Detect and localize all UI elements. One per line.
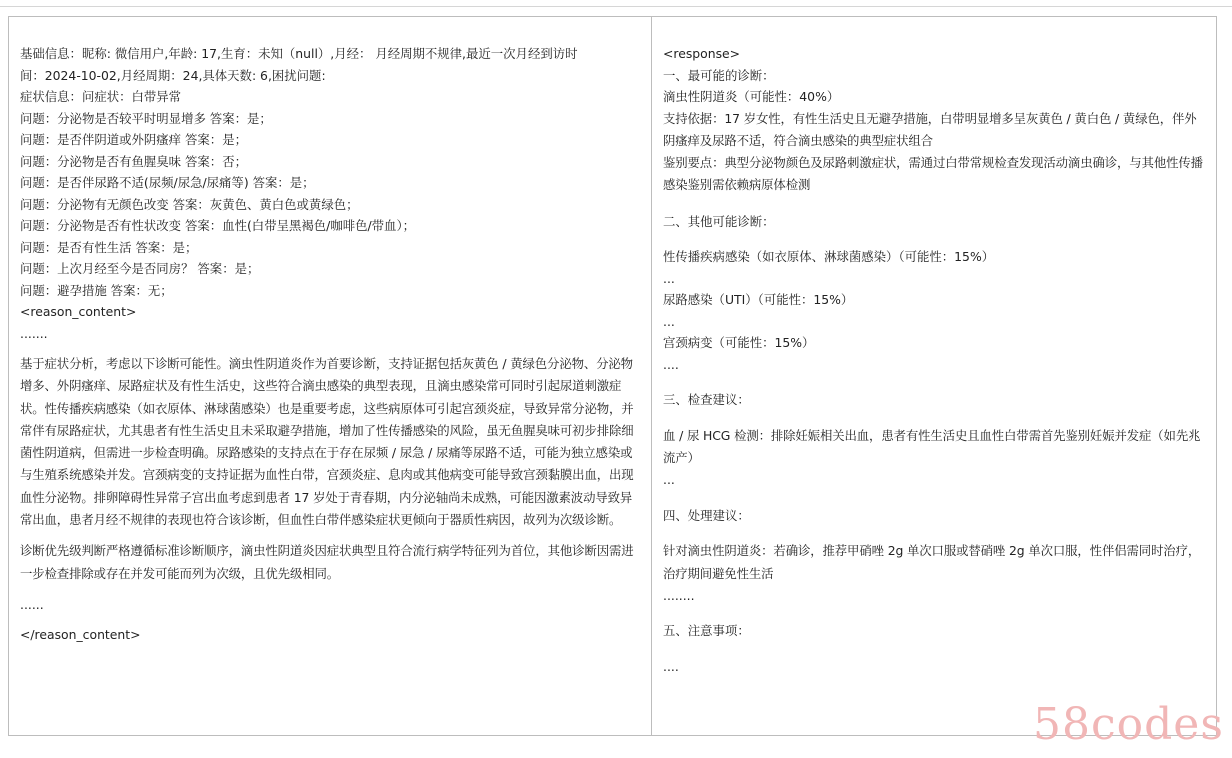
text-line: 问题：避孕措施 答案：无； <box>20 282 173 298</box>
ellipsis: ... <box>663 313 675 329</box>
section-title-treatment: 四、处理建议： <box>663 507 750 523</box>
other-diagnosis-item: 性传播疾病感染（如衣原体、淋球菌感染）（可能性：15%） <box>663 249 995 265</box>
response-panel <box>651 16 1217 736</box>
text-line: 问题：分泌物是否有鱼腥臭味 答案：否； <box>20 153 247 169</box>
reasoning-panel <box>8 16 652 736</box>
ellipsis: .... <box>663 658 679 674</box>
section-title-other: 二、其他可能诊断： <box>663 213 775 229</box>
section-title-exams: 三、检查建议： <box>663 392 750 408</box>
text-line: 问题：上次月经至今是否同房？ 答案：是； <box>20 261 260 276</box>
ellipsis: ....... <box>20 325 48 341</box>
ellipsis: ...... <box>20 596 44 612</box>
watermark: 58codes <box>1033 699 1224 750</box>
diagnosis-basis: 支持依据：17 岁女性，有性生活史且无避孕措施，白带明显增多呈灰黄色 / 黄白色 / 黄绿色，伴外阴瘙痒及尿路不适，符合滴虫感染的典型症状组合 <box>663 110 1197 148</box>
text-line: 问题：分泌物有无颜色改变 答案：灰黄色、黄白色或黄绿色； <box>20 196 359 212</box>
other-diagnosis-item: 宫颈病变（可能性：15%） <box>663 335 815 351</box>
ellipsis: ... <box>663 270 675 286</box>
text-line: 问题：是否伴尿路不适(尿频/尿急/尿痛等) 答案：是； <box>20 175 315 190</box>
analysis-paragraph: 基于症状分析，考虑以下诊断可能性。滴虫性阴道炎作为首要诊断，支持证据包括灰黄色 / 黄绿色分泌物、分泌物增多、外阴瘙痒、尿路症状及有性生活史，这些符合滴虫感染的典型表现，且滴虫感染常可同时引起尿道刺激症状。性传播疾病感染（如衣原体、淋球菌感染）也是重要考虑，这些病原体可引起宫颈炎症，导致异常分泌物，并常伴有尿路症状，尤其患者有性生活史且未采取避孕措施，增加了性传播感染的风险，虽无鱼腥臭味可初步排除细菌性阴道病，但需进一步检查明确。尿路感染的支持点在于存在尿频 / 尿急 / 尿痛等尿路不适，可能为独立感染或与生殖系统感染并发。宫颈病变的支持证据为血性白带，宫颈炎症、息肉或其他病变可能导致宫颈黏膜出血，出现血性分泌物。排卵障碍性异常子宫出血考虑到患者 17 岁处于青春期，内分泌轴尚未成熟，可能因激素波动导致异常出血，患者月经不规律的表现也符合该诊断，但血性白带伴感染症状更倾向于器质性病因，故列为次级诊断。 <box>20 356 634 528</box>
response-open-tag: <response> <box>663 46 741 61</box>
text-line: 问题：是否伴阴道或外阴瘙痒 答案：是； <box>20 132 247 147</box>
other-diagnosis-item: 尿路感染（UTI）（可能性：15%） <box>663 292 854 308</box>
text-line: 问题：分泌物是否较平时明显增多 答案：是； <box>20 110 272 126</box>
text-line: 间：2024-10-02,月经周期：24,具体天数: 6,困扰问题: <box>20 67 326 83</box>
priority-paragraph: 诊断优先级判断严格遵循标准诊断顺序，滴虫性阴道炎因症状典型且符合流行病学特征列为首位，其他诊断因需进一步检查排除或存在并发可能而列为次级，且优先级相同。 <box>20 543 634 581</box>
reason-close-tag: </reason_content> <box>20 627 141 643</box>
reason-open-tag: <reason_content> <box>20 304 137 319</box>
text-line: 问题：分泌物是否有性状改变 答案：血性(白带呈黑褐色/咖啡色/带血）； <box>20 218 416 233</box>
basic-info-block <box>20 43 641 344</box>
ellipsis: .... <box>663 356 679 372</box>
primary-diagnosis: 滴虫性阴道炎（可能性：40%） <box>663 89 840 104</box>
section-title-diagnosis: 一、最可能的诊断： <box>663 67 775 83</box>
text-line: 基础信息：昵称: 微信用户,年龄: 17,生育：未知（null）,月经： 月经周期不规律,最近一次月经到访时 <box>20 46 578 61</box>
section-title-notes: 五、注意事项： <box>663 623 750 639</box>
ellipsis: ... <box>663 472 675 488</box>
treatment-suggestion: 针对滴虫性阴道炎：若确诊，推荐甲硝唑 2g 单次口服或替硝唑 2g 单次口服，性伴侣需同时治疗，治疗期间避免性生活 <box>663 543 1201 581</box>
diagnosis-key-points: 鉴别要点：典型分泌物颜色及尿路刺激症状，需通过白带常规检查发现活动滴虫确诊，与其他性传播感染鉴别需依赖病原体检测 <box>663 155 1203 193</box>
ellipsis: ........ <box>663 587 695 603</box>
exam-suggestion: 血 / 尿 HCG 检测：排除妊娠相关出血，患者有性生活史且血性白带需首先鉴别妊娠并发症（如先兆流产） <box>663 427 1201 465</box>
top-divider <box>0 6 1232 7</box>
text-line: 症状信息：问症状：白带异常 <box>20 89 182 104</box>
text-line: 问题：是否有性生活 答案：是； <box>20 239 198 255</box>
